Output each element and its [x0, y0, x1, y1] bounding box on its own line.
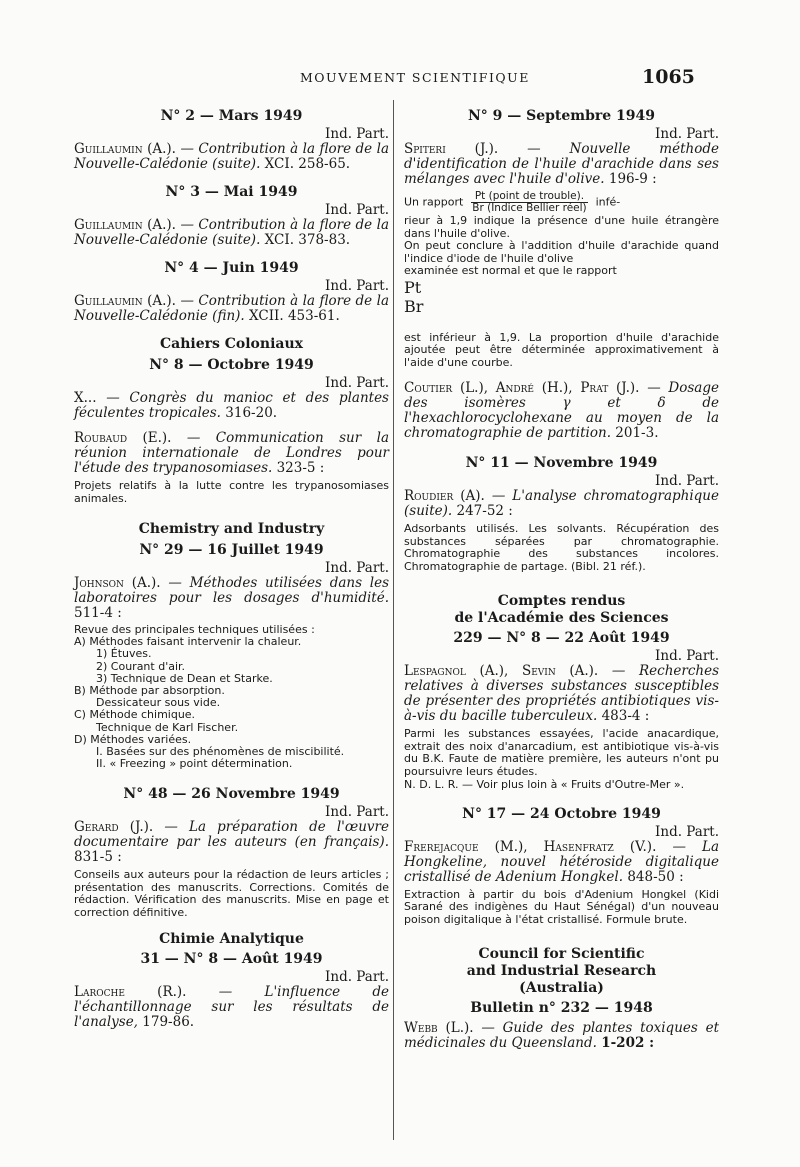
list-item: B) Méthode par absorption.: [74, 684, 225, 698]
rapport-formula: Un rapport $\frac{\text{Pt (point de trouble).}}{\text{Br (Indice Bellier réel)}}$ infé-: [404, 190, 621, 214]
abstract-note: On peut conclure à l'addition d'huile d'arachide quand l'indice d'iode de l'huile d'olive: [404, 239, 719, 265]
abstract-note: Projets relatifs à la lutte contre les trypanosomiases animales.: [74, 479, 389, 505]
abstract-note: rieur à 1,9 indique la présence d'une huile étrangère dans l'huile d'olive.: [404, 214, 719, 240]
list-item: I. Basées sur des phénomènes de miscibilité.: [96, 745, 345, 759]
ind-part-label: Ind. Part.: [325, 804, 389, 821]
technique-list: [74, 624, 389, 770]
journal-title: (Australia): [519, 980, 604, 996]
issue-heading: N° 4 — Juin 1949: [164, 260, 299, 276]
list-item: A) Méthodes faisant intervenir la chaleur.: [74, 635, 302, 649]
journal-title: Chemistry and Industry: [138, 521, 325, 537]
bibliography-entry: Spiteri (J.). — Nouvelle méthode d'identification de l'huile d'arachide dans ses mélanges avec l'huile d'olive. 196-9 :: [404, 141, 719, 187]
issue-heading: 31 — N° 8 — Août 1949: [140, 951, 323, 968]
ind-part-label: Ind. Part.: [325, 969, 389, 986]
journal-title: Cahiers Coloniaux: [160, 336, 303, 352]
bibliography-entry: Gerard (J.). — La préparation de l'œuvre documentaire par les auteurs (en français). 831-5 :: [74, 819, 389, 866]
column-divider: [393, 100, 394, 1140]
bibliography-entry: Roubaud (E.). — Communication sur la réunion internationale de Londres pour l'étude des trypanosomiases. 323-5 :: [74, 430, 389, 476]
ind-part-label: Ind. Part.: [325, 202, 389, 218]
abstract-note: Adsorbants utilisés. Les solvants. Récupération des substances séparées par chromatographie. Chromatographie des substances incolores. Chromatographie de partage. (Bibl. 21 réf.).: [404, 522, 719, 573]
list-item: C) Méthode chimique.: [74, 708, 196, 722]
journal-title: Chimie Analytique: [159, 931, 304, 948]
ind-part-label: Ind. Part.: [325, 560, 389, 576]
bibliography-entry: Guillaumin (A.). — Contribution à la flore de la Nouvelle-Calédonie (suite). XCI. 258-65.: [74, 141, 390, 172]
bibliography-entry: Roudier (A). — L'analyse chromatographique (suite). 247-52 :: [404, 488, 719, 519]
bibliography-entry: X... — Congrès du manioc et des plantes féculentes tropicales. 316-20.: [74, 390, 389, 421]
ind-part-label: Ind. Part.: [325, 278, 389, 294]
list-item: D) Méthodes variées.: [74, 732, 192, 746]
bibliography-entry: Laroche (R.). — L'influence de l'échantillonnage sur les résultats de l'analyse, 179-86.: [74, 984, 389, 1031]
abstract-note: Parmi les substances essayées, l'acide anacardique, extrait des noix d'anarcadium, est antibiotique vis-à-vis du B.K. Faute de matière première, les auteurs n'ont pu poursuivre leurs études.: [404, 727, 719, 778]
abstract-note: examinée est normal et que le rapport: [404, 264, 617, 277]
journal-title: and Industrial Research: [466, 963, 657, 979]
left-column: [74, 108, 389, 1030]
list-item: 2) Courant d'air.: [96, 659, 186, 673]
right-column: N° 9 — Septembre 1949 Ind. Part. Spiteri (J.). — Nouvelle méthode d'identification de l'huile d'arachide dans ses mélanges avec l'huile d'olive. 196-9 : Un rapport $\frac{\text{Pt (point de trouble).}}{\text{Br (Indice Bellier réel)}}$ infé- rieur à 1,9 indique la présence d'une huile étrangère dans l'huile d'olive. On peut conclure à l'addition d'huile d'arachide quand l'indice d'iode de l'huile d'olive examinée est normal et que le rapport Pt Br est inférieur à 1,9. La proportion d'huile d'arachide ajoutée peut être déterminée approximativement à l'aide d'une courbe. Coutier (L.), André (H.), Prat (J.). — Dosage des isomères γ et δ de l'hexachlorocyclohexane au moyen de la chromatographie de partition. 201-3. N° 11 — Novembre 1949 Ind. Part. Roudier (A). — L'analyse chromatographique (suite). 247-52 : Adsorbants utilisés. Les solvants. Récupération des substances séparées par chromatographie. Chromatographie des substances incolores. Chromatographie de partage. (Bibl. 21 réf.). Comptes rendus de l'Académie des Sciences 229 — N° 8 — 22 Août 1949 Ind. Part. Lespagnol (A.), Sevin (A.). — Recherches relatives à diverses substances susceptibles de présenter des propriétés antibiotiques vis-à-vis du bacille tuberculeux. 483-4 : Parmi les substances essayées, l'acide anacardique, extrait des noix d'anarcadium, est antibiotique vis-à-vis du B.K. Faute de matière première, les auteurs n'ont pu poursuivre leurs études. N. D. L. R. — Voir plus loin à « Fruits d'Outre-Mer ». N° 17 — 24 Octobre 1949 Ind. Part. Frerejacque (M.), Hasenfratz (V.). — La Hongkeline, nouvel hétéroside digitalique cristallisé de Adenium Hongkel. 848-50 : Extraction à partir du bois d'Adenium Hongkel (Kidi Sarané des indigènes du Haut Sénégal) d'un nouveau poison digitalique à l'état cristallisé. Formule brute. Council for Scientific and Industrial Research (Australia) Bulletin n° 232 — 1948 Webb (L.). — Guide des plantes toxiques et médicinales du Queensland. 1-202 :: [404, 108, 720, 1051]
ind-part-label: Ind. Part.: [655, 648, 719, 664]
journal-title: Comptes rendus: [497, 593, 626, 609]
list-item: Revue des principales techniques utilisées :: [74, 623, 315, 636]
journal-title: Council for Scientific: [478, 946, 645, 962]
ind-part-label: Ind. Part.: [655, 823, 719, 840]
issue-heading: N° 3 — Mai 1949: [165, 184, 298, 200]
issue-heading: N° 17 — 24 Octobre 1949: [462, 805, 661, 822]
issue-heading: N° 48 — 26 Novembre 1949: [123, 786, 340, 803]
list-item: II. « Freezing » point détermination.: [96, 757, 293, 771]
list-item: Dessicateur sous vide.: [96, 696, 221, 710]
bibliography-entry: Webb (L.). — Guide des plantes toxiques et médicinales du Queensland. 1-202 :: [404, 1020, 720, 1051]
list-item: Technique de Karl Fischer.: [96, 720, 239, 734]
issue-heading: 229 — N° 8 — 22 Août 1949: [453, 630, 670, 646]
editor-note: N. D. L. R. — Voir plus loin à « Fruits d'Outre-Mer ».: [404, 778, 685, 791]
bibliography-entry: Frerejacque (M.), Hasenfratz (V.). — La Hongkeline, nouvel hétéroside digitalique cristallisé de Adenium Hongkel. 848-50 :: [404, 838, 720, 885]
abstract-note: est inférieur à 1,9. La proportion d'huile d'arachide ajoutée peut être déterminée approximativement à l'aide d'une courbe.: [404, 330, 719, 369]
bibliography-entry: Guillaumin (A.). — Contribution à la flore de la Nouvelle-Calédonie (suite). XCI. 378-83.: [74, 217, 390, 248]
issue-heading: Bulletin n° 232 — 1948: [470, 1000, 653, 1016]
bibliography-entry: Guillaumin (A.). — Contribution à la flore de la Nouvelle-Calédonie (fin). XCII. 453-61.: [74, 293, 390, 324]
ind-part-label: Ind. Part.: [325, 126, 389, 142]
abstract-note: Conseils aux auteurs pour la rédaction de leurs articles ; présentation des manuscrits. Corrections. Comités de rédaction. Vérification des manuscrits. Mise en page et correction définitive.: [74, 868, 389, 919]
ind-part-label: Ind. Part.: [655, 126, 719, 142]
issue-heading: N° 2 — Mars 1949: [160, 108, 303, 124]
page-number: 1065: [642, 66, 695, 88]
issue-heading: N° 8 — Octobre 1949: [149, 357, 314, 373]
running-title: MOUVEMENT SCIENTIFIQUE: [300, 70, 530, 85]
list-item: 3) Technique de Dean et Starke.: [96, 671, 273, 685]
bibliography-entry: Johnson (A.). — Méthodes utilisées dans les laboratoires pour les dosages d'humidité. 511-4 :: [74, 575, 390, 621]
bibliography-entry: Lespagnol (A.), Sevin (A.). — Recherches relatives à diverses substances susceptibles de présenter des propriétés antibiotiques vis-à-vis du bacille tuberculeux. 483-4 :: [404, 663, 720, 724]
ratio-fraction: $\frac{\text{Pt (point de trouble).}}{\text{Br (Indice Bellier réel)}}$: [472, 190, 587, 214]
issue-heading: N° 29 — 16 Juillet 1949: [139, 542, 324, 558]
issue-heading: N° 11 — Novembre 1949: [465, 455, 658, 471]
issue-heading: N° 9 — Septembre 1949: [467, 108, 656, 124]
abstract-note: Extraction à partir du bois d'Adenium Hongkel (Kidi Sarané des indigènes du Haut Sénégal) d'un nouveau poison digitalique à l'état cristallisé. Formule brute.: [404, 887, 719, 926]
journal-title: de l'Académie des Sciences: [454, 610, 669, 626]
bibliography-entry: Coutier (L.), André (H.), Prat (J.). — Dosage des isomères γ et δ de l'hexachlorocyclohexane au moyen de la chromatographie de partition. 201-3.: [404, 380, 719, 441]
ind-part-label: Ind. Part.: [655, 473, 719, 489]
list-item: 1) Étuves.: [96, 647, 152, 661]
ind-part-label: Ind. Part.: [325, 375, 389, 391]
page-header: [0, 66, 800, 96]
